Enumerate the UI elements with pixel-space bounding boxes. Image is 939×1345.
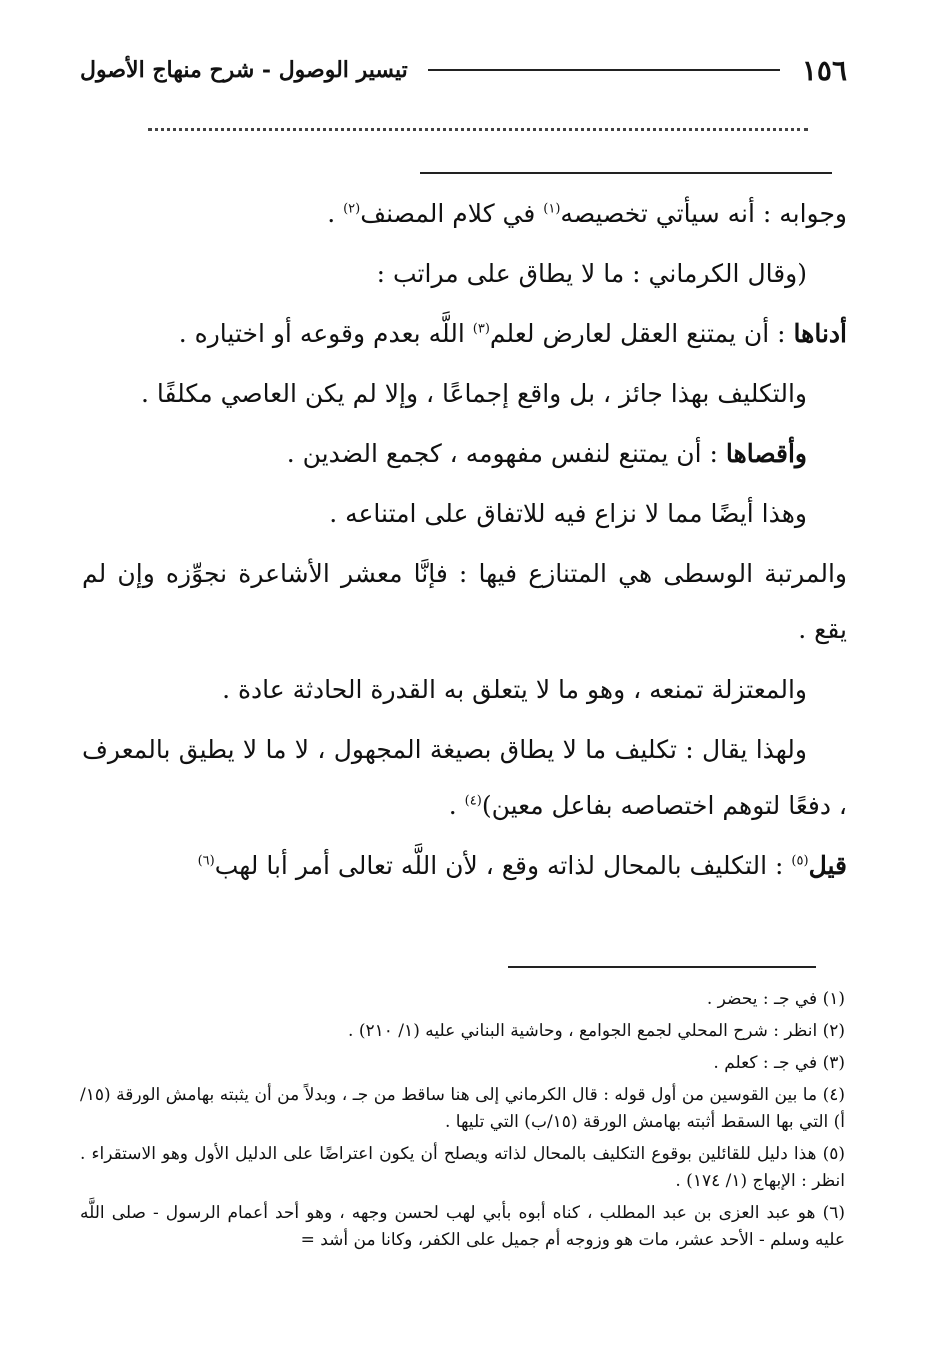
paragraph-kirmani: (وقال الكرماني : ما لا يطاق على مراتب :	[376, 259, 807, 288]
paragraph-answer: وجوابه : أنه سيأتي تخصيصه$^{(١)}$ في كلام المصنف$^{(٢)}$ .	[327, 199, 847, 228]
footnote-ref-5: (٥)	[791, 853, 809, 869]
footnote-ref-2: (٢)	[343, 201, 361, 217]
keyword-highest: وأقصاها	[725, 439, 807, 468]
header-rule	[428, 69, 780, 71]
footnote-4: (٤) ما بين القوسين من أول قوله : قال الكرماني إلى هنا ساقط من جـ ، وبدلاً من أن يثبته بهامش الورقة (١٥/أ) التي بها السقط أثبته بهامش الورقة (١٥/ب) التي تليها .	[80, 1085, 846, 1132]
running-title: تيسير الوصول - شرح منهاج الأصول	[80, 57, 408, 83]
paragraph-middle-rank: والمرتبة الوسطى هي المتنازع فيها : فإنَّا معشر الأشاعرة نجوِّزه وإن لم يقع .	[82, 559, 847, 644]
paragraph-highest: وأقصاها : أن يمتنع لنفس مفهومه ، كجمع الضدين .	[286, 439, 807, 468]
keyword-lowest: أدناها	[793, 319, 847, 348]
footnote-5: (٥) هذا دليل للقائلين بوقوع التكليف بالمحال لذاته ويصلح أن يكون اعتراضًا على الدليل الأول وهو الاستقراء . انظر : الإبهاج (١/ ١٧٤) .	[80, 1144, 846, 1191]
page-number: ١٥٦	[801, 53, 847, 87]
paragraph-no-dispute: وهذا أيضًا مما لا نزاع فيه للاتفاق على امتناعه .	[329, 499, 807, 528]
omission-dots	[148, 128, 808, 131]
paragraph-it-was-said: قيل$^{(٥)}$ : التكليف بالمحال لذاته وقع ، لأن اللَّه تعالى أمر أبا لهب$^{(٦)}$	[197, 851, 847, 880]
footnote-6: (٦) هو عبد العزى بن عبد المطلب ، كناه أبوه بأبي لهب لحسن وجهه ، وهو أحد أعمام الرسول - صلى اللَّه عليه وسلم - الأحد عشر، مات هو وزوجه أم جميل على الكفر، وكانا من أشد =	[80, 1203, 845, 1250]
main-text	[82, 186, 847, 898]
footnote-3: (٣) في جـ : كعلم .	[713, 1053, 845, 1073]
paragraph-obligation: والتكليف بهذا جائز ، بل واقع إجماعًا ، وإلا لم يكن العاصي مكلفًا .	[141, 379, 807, 408]
paragraph-hence-said: ولهذا يقال : تكليف ما لا يطاق بصيغة المجهول ، لا ما لا يطيق بالمعرف ، دفعًا لتوهم اختصاصه بفاعل معين)$^{(٤)}$ .	[82, 735, 847, 820]
footnotes	[80, 986, 845, 1259]
footnote-ref-4: (٤)	[464, 793, 482, 809]
section-rule	[420, 172, 832, 174]
footnote-2: (٢) انظر : شرح المحلي لجمع الجوامع ، وحاشية البناني عليه (١/ ٢١٠) .	[348, 1021, 845, 1041]
footnote-rule	[508, 966, 816, 968]
paragraph-mutazila: والمعتزلة تمنعه ، وهو ما لا يتعلق به القدرة الحادثة عادة .	[222, 675, 807, 704]
keyword-qila: قيل	[808, 851, 847, 880]
footnote-ref-6: (٦)	[197, 853, 215, 869]
footnote-ref-3: (٣)	[472, 321, 490, 337]
footnote-ref-1: (١)	[543, 201, 561, 217]
paragraph-lowest: أدناها : أن يمتنع العقل لعارض لعلم$^{(٣)}$ اللَّه بعدم وقوعه أو اختياره .	[178, 319, 847, 348]
footnote-1: (١) في جـ : يحضر .	[706, 989, 845, 1009]
page-header	[80, 50, 847, 90]
